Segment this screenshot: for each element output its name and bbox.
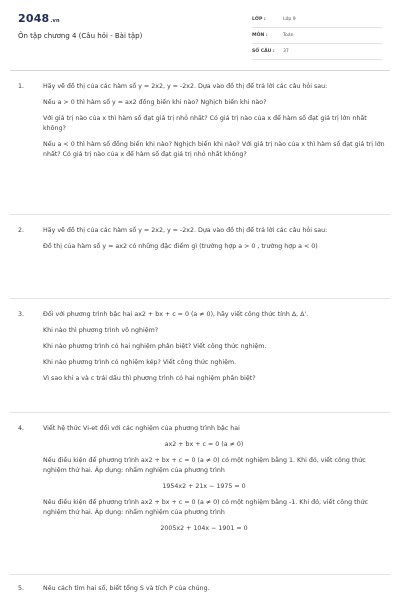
page-header — [0, 0, 400, 62]
question-text: Khi nào phương trình có hai nghiệm phân biệt? Viết công thức nghiệm. — [43, 343, 267, 350]
question-1 — [18, 82, 390, 166]
question-text: Hãy vẽ đồ thị của các hàm số y = 2x2, y = -2x2. Dựa vào đồ thị để trả lời các câu hỏi sau: — [43, 83, 328, 90]
question-body — [43, 226, 390, 252]
question-body — [43, 584, 390, 594]
question-body — [43, 82, 390, 160]
meta-info — [252, 14, 382, 62]
question-text: Khi nào phương trình có nghiệm kép? Viết công thức nghiệm. — [43, 359, 237, 366]
site-logo[interactable] — [18, 12, 60, 25]
question-number: 4. — [18, 425, 25, 432]
question-text: Nếu điều kiện để phương trình ax2 + bx + c = 0 (a ≠ 0) có một nghiệm bằng 1. Khi đó, viết công thức nghiệm thứ hai. Áp dụng: nhẩm nghiệm của phương trình — [43, 457, 366, 474]
meta-key: LỚP : — [252, 17, 266, 22]
question-number: 1. — [18, 83, 25, 90]
question-text: Nêu điều kiện để phương trình ax2 + bx + c = 0 (a ≠ 0) có một nghiệm bằng -1. Khi đó, viết công thức nghiệm thứ hai. Áp dụng: nhẩm nghiệm của phương trình — [43, 499, 369, 516]
equation: 1954x2 + 21x − 1975 = 0 — [162, 483, 246, 490]
logo-text: 2048 — [18, 12, 50, 25]
meta-value: Lớp 9 — [283, 17, 296, 22]
document-title: Ôn tập chương 4 (Câu hỏi - Bài tập) — [18, 32, 143, 40]
question-separator — [10, 214, 390, 215]
equation: 2005x2 + 104x − 1901 = 0 — [160, 525, 248, 532]
meta-row-subject — [252, 30, 382, 44]
meta-value: 37 — [283, 49, 289, 54]
question-5 — [18, 584, 390, 600]
meta-key: SỐ CÂU : — [252, 49, 275, 54]
question-body — [43, 310, 390, 384]
question-number: 5. — [18, 585, 25, 592]
question-text: Nếu a > 0 thì hàm số y = ax2 đồng biến khi nào? Nghịch biến khi nào? — [43, 99, 267, 106]
question-text: Khi nào thì phương trình vô nghiệm? — [43, 327, 159, 334]
meta-value: Toán — [283, 33, 294, 38]
question-text: Nếu a < 0 thì hàm số đồng biến khi nào? Nghịch biến khi nào? Với giá trị nào của x thì hàm số đạt giá trị lớn nhất? Có giá trị nào của x để hàm số đạt giá trị nhỏ nhất không? — [43, 141, 385, 158]
question-text: Với giá trị nào của x thì hàm số đạt giá trị nhỏ nhất? Có giá trị nào của x để hàm số đạt giá trị lớn nhất không? — [43, 115, 367, 132]
meta-row-count — [252, 46, 382, 60]
question-separator — [10, 574, 390, 575]
question-number: 3. — [18, 311, 25, 318]
question-text: Đồ thị của hàm số y = ax2 có những đặc điểm gì (trường hợp a > 0 , trường hợp a < 0) — [43, 243, 318, 250]
logo-tld: .vn — [50, 18, 60, 24]
question-number: 2. — [18, 227, 25, 234]
meta-row-grade — [252, 14, 382, 28]
question-2 — [18, 226, 390, 258]
question-separator — [10, 412, 390, 413]
question-3 — [18, 310, 390, 390]
question-text: Viết hệ thức Vi-et đối với các nghiệm của phương trình bậc hai — [43, 425, 240, 432]
header-divider — [10, 70, 390, 71]
question-text: Hãy vẽ đồ thị của các hàm số y = 2x2, y = -2x2. Dựa vào đồ thị để trả lời các câu hỏi sau: — [43, 227, 328, 234]
question-separator — [10, 298, 390, 299]
equation: ax2 + bx + c = 0 (a ≠ 0) — [164, 441, 244, 448]
question-text: Vì sao khi a và c trái dấu thì phương trình có hai nghiệm phân biệt? — [43, 375, 256, 382]
meta-key: MÔN : — [252, 33, 268, 38]
question-text: Nêu cách tìm hai số, biết tổng S và tích P của chúng. — [43, 585, 210, 592]
question-text: Đối với phương trình bậc hai ax2 + bx + c = 0 (a ≠ 0), hãy viết công thức tính Δ, Δ'. — [43, 311, 309, 318]
question-body — [43, 424, 390, 534]
question-4 — [18, 424, 390, 540]
